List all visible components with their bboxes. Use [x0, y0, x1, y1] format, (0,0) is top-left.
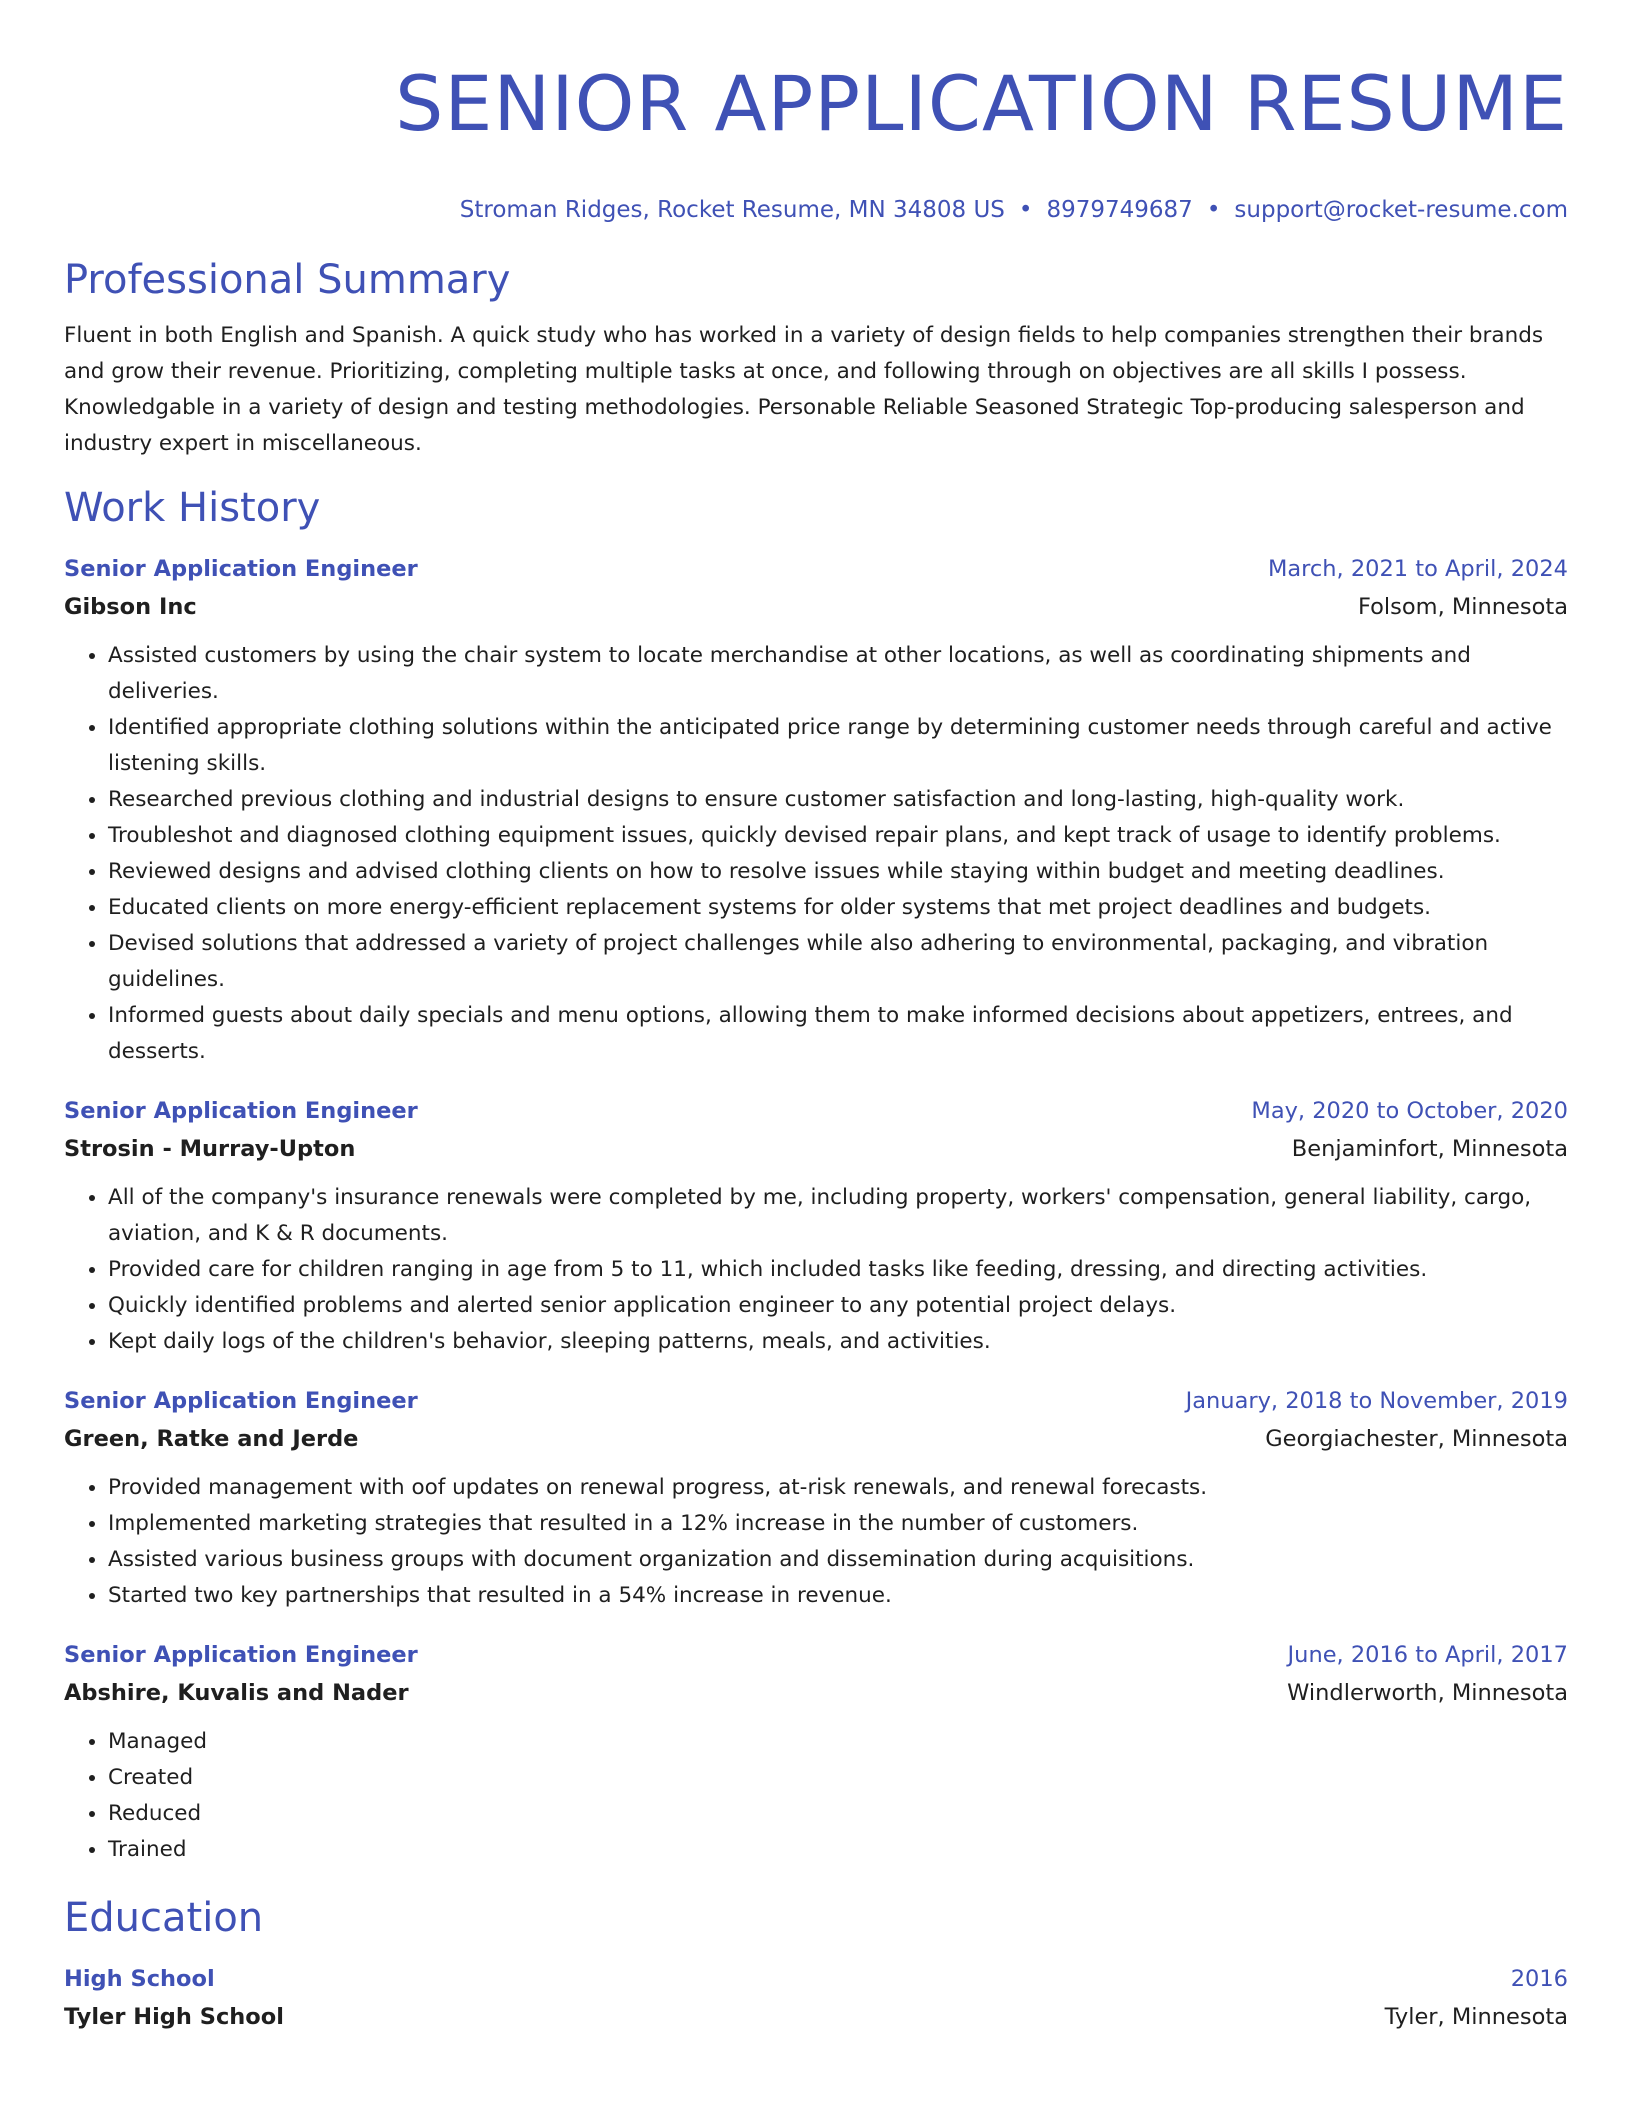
contact-phone: 8979749687	[1046, 197, 1193, 223]
section-title-work-history: Work History	[64, 485, 321, 531]
job-company-row	[64, 1130, 1568, 1168]
bullet-separator: •	[1206, 197, 1221, 223]
job-entry	[64, 550, 1568, 1070]
job-bullet-item: • Provided management with oof updates on renewal progress, at-risk renewals, and renewal forecasts.	[108, 1470, 1568, 1506]
job-company-row	[64, 1674, 1568, 1712]
job-bullets	[64, 1724, 1568, 1868]
job-title: Senior Application Engineer	[64, 1642, 418, 1668]
job-dates: May, 2020 to October, 2020	[1251, 1098, 1568, 1124]
job-title: Senior Application Engineer	[64, 1388, 418, 1414]
job-bullet-item: • Implemented marketing strategies that resulted in a 12% increase in the number of customers.	[108, 1506, 1568, 1542]
job-company-row	[64, 588, 1568, 626]
bullet-separator: •	[1018, 197, 1033, 223]
education-year: 2016	[1510, 1966, 1568, 1992]
summary-text: Fluent in both English and Spanish. A quick study who has worked in a variety of design fields to help companies strengthen their brands and grow their revenue. Prioritizing, completing multiple tasks at once, and following through on objectives are all skills I possess. Knowledgable in a variety of design and testing methodologies. Personable Reliable Seasoned Strategic Top-producing salesperson and industry expert in miscellaneous.	[64, 323, 1544, 456]
job-entry	[64, 1636, 1568, 1868]
section-title-education: Education	[64, 1895, 264, 1941]
job-title: Senior Application Engineer	[64, 556, 418, 582]
education-location: Tyler, Minnesota	[1384, 2004, 1568, 2030]
job-title-row	[64, 1636, 1568, 1674]
job-bullet-item: • Assisted customers by using the chair system to locate merchandise at other locations, as well as coordinating shipments and deliveries.	[108, 638, 1568, 710]
resume-name: SENIOR APPLICATION RESUME	[395, 59, 1568, 148]
job-title-row	[64, 1092, 1568, 1130]
job-location: Benjaminfort, Minnesota	[1291, 1136, 1568, 1162]
job-bullet-item: • Started two key partnerships that resulted in a 54% increase in revenue.	[108, 1578, 1568, 1614]
summary-section	[64, 254, 1568, 462]
job-title: Senior Application Engineer	[64, 1098, 418, 1124]
education-degree: High School	[64, 1966, 215, 1992]
education-section	[64, 1892, 1568, 2036]
education-list	[64, 1960, 1568, 2036]
job-bullets	[64, 638, 1568, 1070]
job-bullet-item: • Trained	[108, 1832, 1568, 1868]
job-bullet-item: • Kept daily logs of the children's behavior, sleeping patterns, meals, and activities.	[108, 1324, 1568, 1360]
job-bullet-item: • Educated clients on more energy-efficient replacement systems for older systems that met project deadlines and budgets.	[108, 890, 1568, 926]
job-entry	[64, 1382, 1568, 1614]
job-bullet-item: • Researched previous clothing and industrial designs to ensure customer satisfaction and long-lasting, high-quality work.	[108, 782, 1568, 818]
job-company: Abshire, Kuvalis and Nader	[64, 1680, 409, 1706]
education-entry	[64, 1960, 1568, 2036]
job-bullet-item: • Managed	[108, 1724, 1568, 1760]
job-dates: June, 2016 to April, 2017	[1287, 1642, 1568, 1668]
job-bullet-item: • Reduced	[108, 1796, 1568, 1832]
job-company: Strosin - Murray-Upton	[64, 1136, 356, 1162]
contact-address: Stroman Ridges, Rocket Resume, MN 34808 US	[459, 197, 1005, 223]
job-location: Georgiachester, Minnesota	[1265, 1426, 1568, 1452]
job-dates: January, 2018 to November, 2019	[1185, 1388, 1568, 1414]
job-bullet-item: • Assisted various business groups with document organization and dissemination during acquisitions.	[108, 1542, 1568, 1578]
job-company: Gibson Inc	[64, 594, 197, 620]
education-degree-row	[64, 1960, 1568, 1998]
job-bullets	[64, 1470, 1568, 1614]
job-bullet-item: • Troubleshot and diagnosed clothing equipment issues, quickly devised repair plans, and kept track of usage to identify problems.	[108, 818, 1568, 854]
resume-header	[64, 56, 1568, 226]
job-company: Green, Ratke and Jerde	[64, 1426, 359, 1452]
job-bullet-item: • All of the company's insurance renewals were completed by me, including property, workers' compensation, general liability, cargo, aviation, and K & R documents.	[108, 1180, 1568, 1252]
job-location: Folsom, Minnesota	[1358, 594, 1568, 620]
job-title-row	[64, 1382, 1568, 1420]
job-entry	[64, 1092, 1568, 1360]
section-title-summary: Professional Summary	[64, 257, 511, 303]
contact-email: support@rocket-resume.com	[1234, 197, 1568, 223]
job-bullet-item: • Devised solutions that addressed a variety of project challenges while also adhering to environmental, packaging, and vibration guidelines.	[108, 926, 1568, 998]
job-location: Windlerworth, Minnesota	[1287, 1680, 1568, 1706]
job-list	[64, 550, 1568, 1868]
contact-line	[64, 194, 1568, 226]
job-dates: March, 2021 to April, 2024	[1267, 556, 1568, 582]
job-bullet-item: • Identified appropriate clothing solutions within the anticipated price range by determining customer needs through careful and active listening skills.	[108, 710, 1568, 782]
work-history-section	[64, 482, 1568, 1868]
job-bullet-item: • Informed guests about daily specials and menu options, allowing them to make informed decisions about appetizers, entrees, and desserts.	[108, 998, 1568, 1070]
job-bullet-item: • Created	[108, 1760, 1568, 1796]
job-bullets	[64, 1180, 1568, 1360]
education-school-row	[64, 1998, 1568, 2036]
job-bullet-item: • Provided care for children ranging in age from 5 to 11, which included tasks like feeding, dressing, and directing activities.	[108, 1252, 1568, 1288]
job-bullet-item: • Quickly identified problems and alerted senior application engineer to any potential project delays.	[108, 1288, 1568, 1324]
education-school: Tyler High School	[64, 2004, 284, 2030]
job-title-row	[64, 550, 1568, 588]
job-bullet-item: • Reviewed designs and advised clothing clients on how to resolve issues while staying within budget and meeting deadlines.	[108, 854, 1568, 890]
job-company-row	[64, 1420, 1568, 1458]
